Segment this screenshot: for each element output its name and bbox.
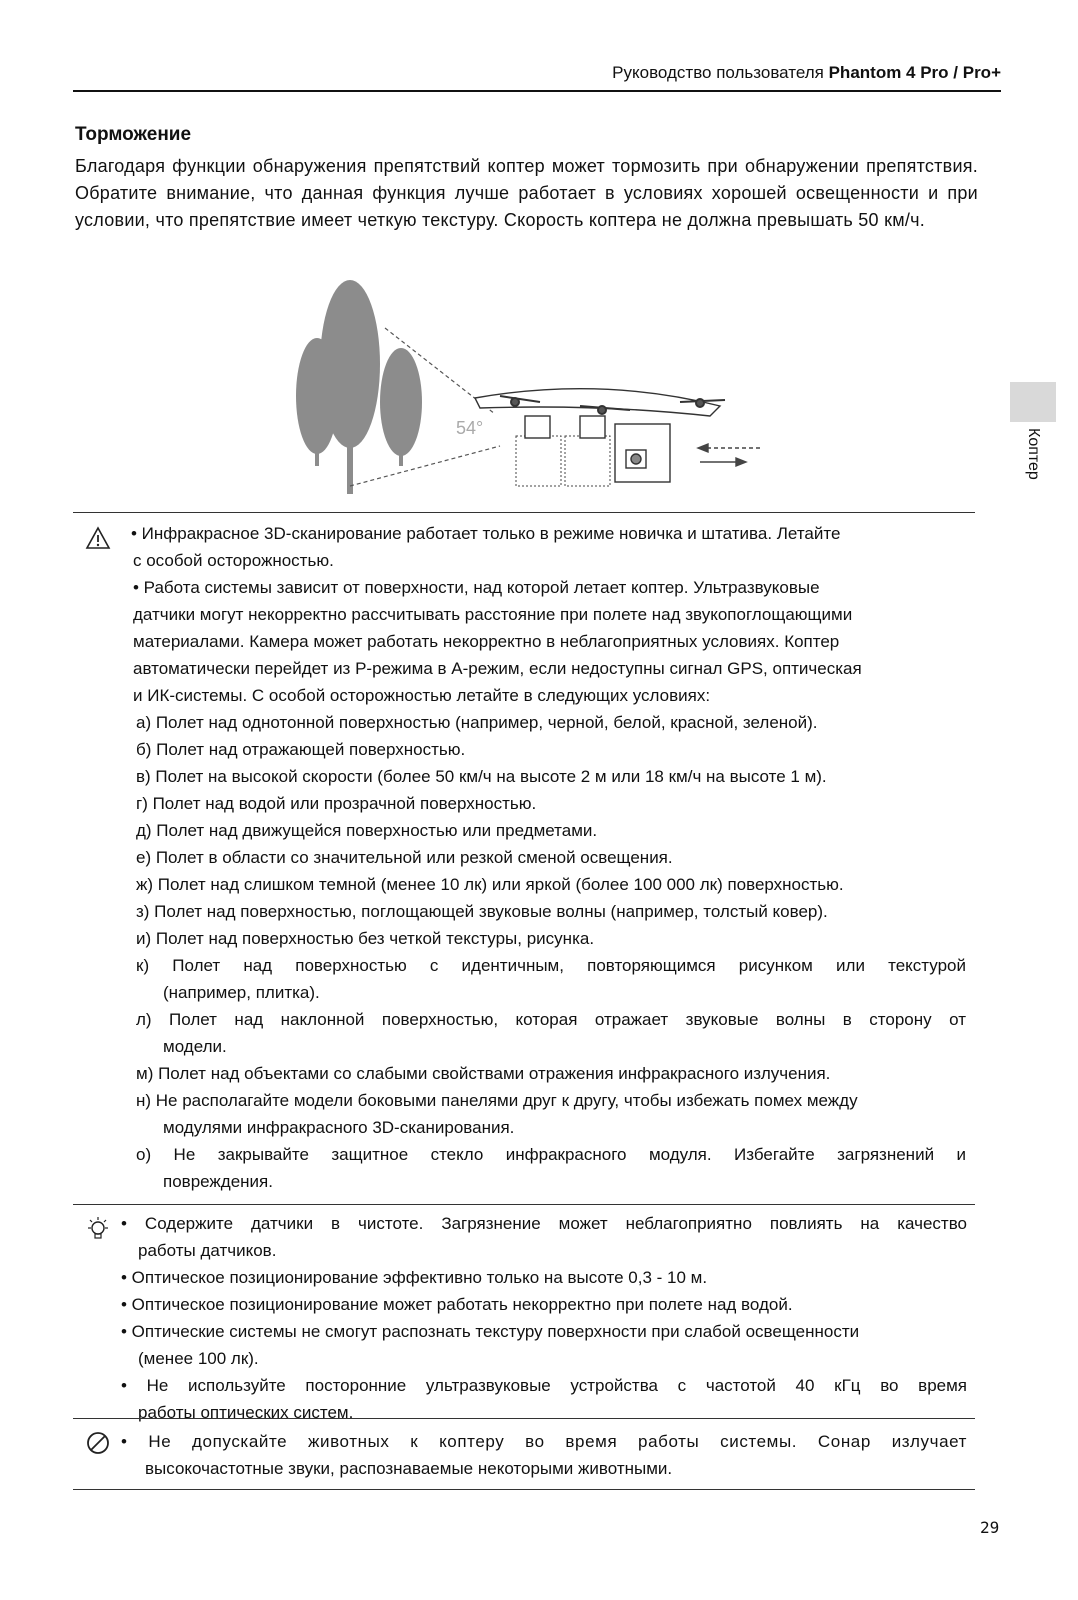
condition-b: б) Полет над отражающей поверхностью. [136,740,466,759]
warning-bullet-2-line-3: материалами. Камера может работать некорректно в неблагоприятных условиях. Коптер [133,632,840,651]
condition-zh: ж) Полет над слишком темной (менее 10 лк) или яркой (более 100 000 лк) поверхностью. [136,875,844,894]
tip-5-cont: работы оптических систем. [138,1403,354,1422]
divider [73,1418,975,1419]
header-text: Руководство пользователя [612,63,829,82]
condition-k: к) Полет над поверхностью с идентичным, повторяющимся рисунком или текстурой [136,956,966,975]
condition-e: е) Полет в области со значительной или резкой сменой освещения. [136,848,673,867]
condition-v: в) Полет на высокой скорости (более 50 км/ч на высоте 2 м или 18 км/ч на высоте 1 м). [136,767,827,786]
divider [73,512,975,513]
condition-i: и) Полет над поверхностью без четкой текстуры, рисунка. [136,929,595,948]
warning-bullet-1: • Инфракрасное 3D-сканирование работает только в режиме новичка и штатива. Летайте [131,524,841,543]
page-header [73,62,1001,92]
condition-a: а) Полет над однотонной поверхностью (например, черной, белой, красной, зеленой). [136,713,818,732]
condition-l: л) Полет над наклонной поверхностью, которая отражает звуковые волны в сторону от [136,1010,966,1029]
condition-o-cont: повреждения. [163,1172,273,1191]
side-tab-label: Коптер [1025,428,1042,480]
condition-l-cont: модели. [163,1037,227,1056]
warning-bullet-2-line-2: датчики могут некорректно рассчитывать расстояние при полете над звукопоглощающими [133,605,853,624]
side-tab-label-container [1008,428,1054,508]
section-title: Торможение [75,124,192,145]
braking-illustration [280,276,800,506]
prohibit-note [73,1428,975,1488]
angle-label: 54° [456,418,484,438]
header-product: Phantom 4 Pro / Pro+ [828,63,1001,82]
drone-ghosts [516,436,610,486]
condition-z: з) Полет над поверхностью, поглощающей звуковые волны (например, толстый ковер). [136,902,828,921]
prohibited-icon [85,1430,111,1456]
tip-4-cont: (менее 100 лк). [138,1349,259,1368]
warning-bullet-2-line-5: и ИК-системы. С особой осторожностью летайте в следующих условиях: [133,686,711,705]
page-number: 29 [980,1518,1000,1537]
condition-n: н) Не располагайте модели боковыми панелями друг к другу, чтобы избежать помех между [136,1091,858,1110]
motion-arrows [698,444,760,466]
warning-note [73,520,975,1200]
tips-note [73,1210,975,1422]
warning-bullet-1-cont: с особой осторожностью. [133,551,334,570]
condition-g: г) Полет над водой или прозрачной поверхностью. [136,794,537,813]
condition-d: д) Полет над движущейся поверхностью или предметами. [136,821,598,840]
side-tab [1010,382,1056,422]
lightbulb-icon [85,1216,111,1242]
tip-5: • Не используйте посторонние ультразвуковые устройства с частотой 40 кГц во время [121,1376,967,1395]
trees [296,280,422,494]
divider [73,1489,975,1490]
tip-4: • Оптические системы не смогут распознать текстуру поверхности при слабой освещенности [121,1322,860,1341]
warning-triangle-icon [85,526,111,550]
tip-2: • Оптическое позиционирование эффективно только на высоте 0,3 - 10 м. [121,1268,708,1287]
prohibit-1: • Не допускайте животных к коптеру во время работы системы. Сонар излучает [121,1432,967,1451]
tip-3: • Оптическое позиционирование может работать некорректно при полете над водой. [121,1295,793,1314]
condition-m: м) Полет над объектами со слабыми свойствами отражения инфракрасного излучения. [136,1064,831,1083]
condition-n-cont: модулями инфракрасного 3D-сканирования. [163,1118,515,1137]
tip-1: • Содержите датчики в чистоте. Загрязнение может неблагоприятно повлиять на качество [121,1214,967,1233]
intro-paragraph: Благодаря функции обнаружения препятствий коптер может тормозить при обнаружении препятствия. Обратите внимание, что данная функция лучше работает в условиях хорошей освещенности и при условии, что препятствие имеет четкую текстуру. Скорость коптера не должна превышать 50 км/ч. [75,156,978,230]
warning-bullet-2-line-4: автоматически перейдет из P-режима в A-режим, если недоступны сигнал GPS, оптическая [133,659,862,678]
divider [73,1204,975,1205]
prohibit-1-cont: высокочастотные звуки, распознаваемые некоторыми животными. [145,1459,673,1478]
warning-bullet-2-line-1: • Работа системы зависит от поверхности, над которой летает коптер. Ультразвуковые [133,578,820,597]
condition-k-cont: (например, плитка). [163,983,320,1002]
tip-1-cont: работы датчиков. [138,1241,277,1260]
condition-o: о) Не закрывайте защитное стекло инфракрасного модуля. Избегайте загрязнений и [136,1145,966,1164]
